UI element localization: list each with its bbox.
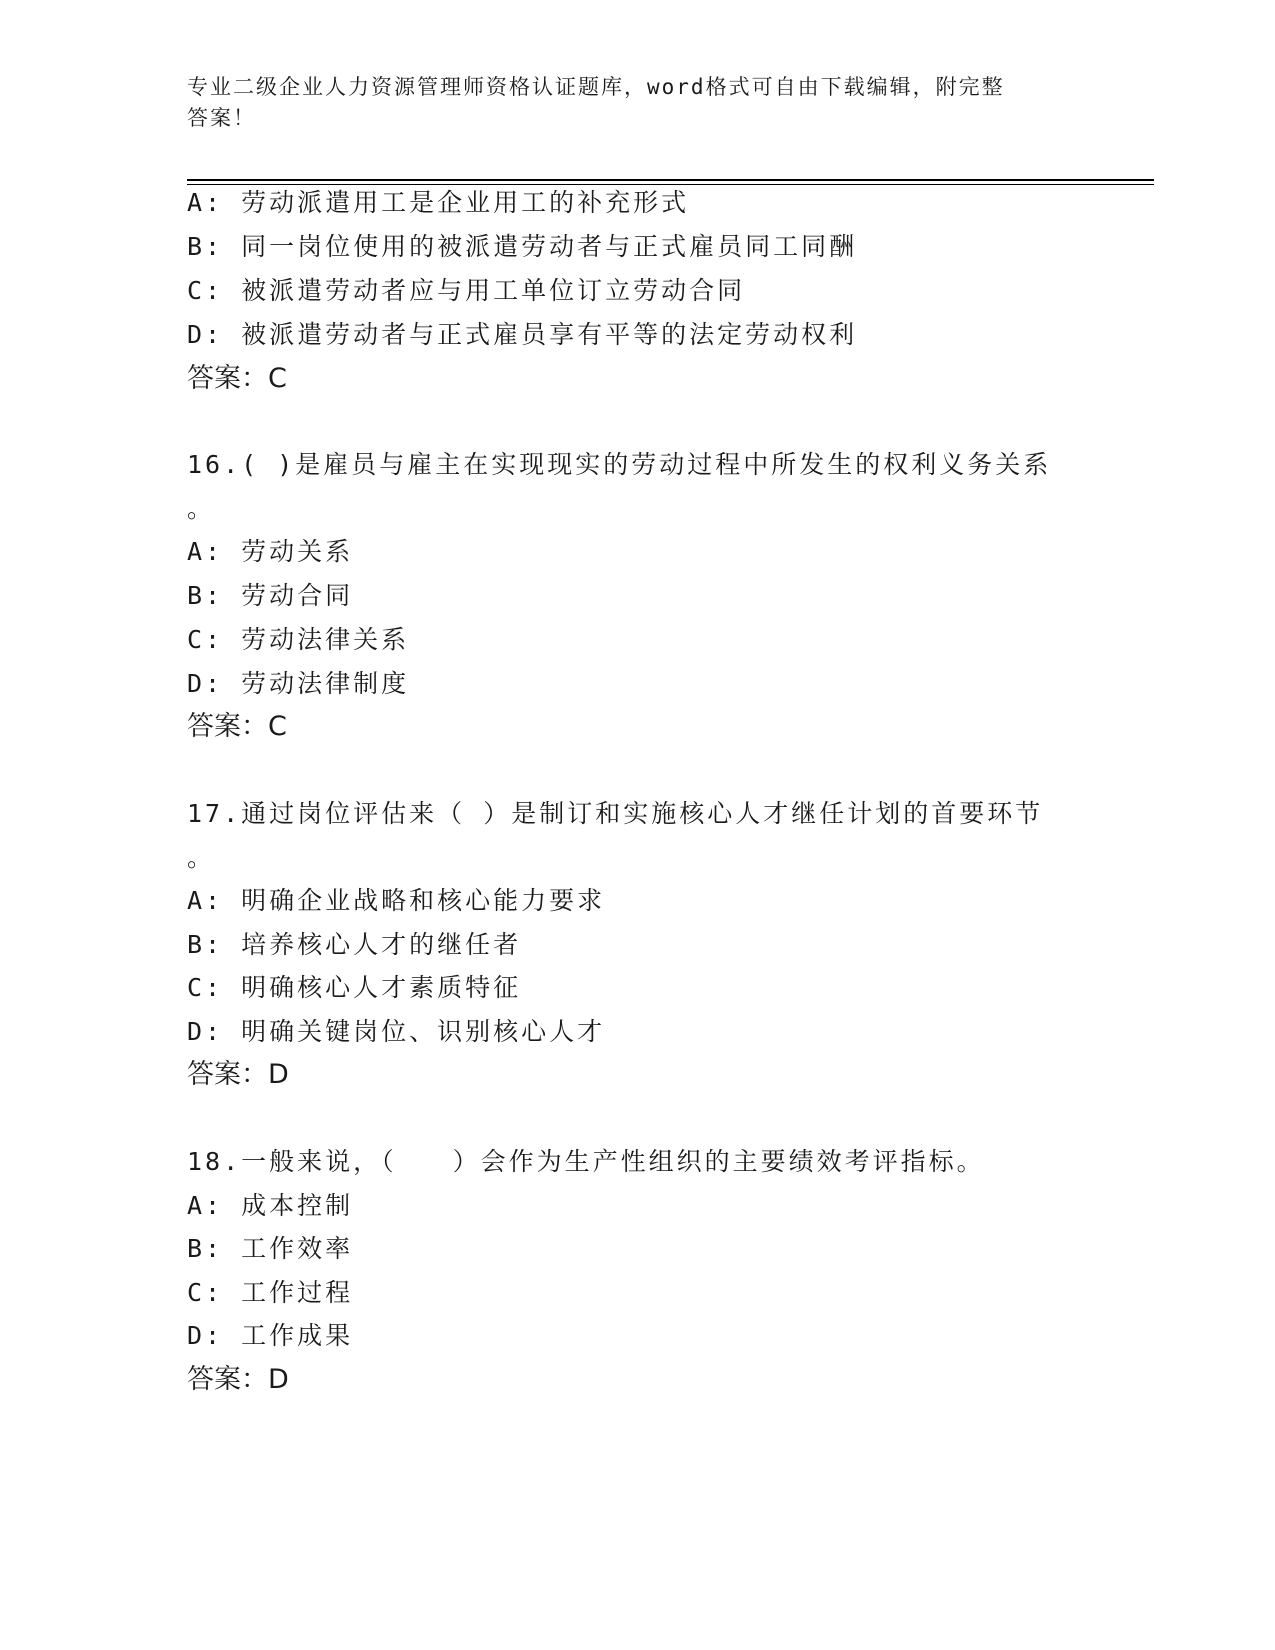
q18-answer: 答案：D: [187, 1364, 289, 1395]
q16-stem-end: 。: [187, 494, 216, 523]
q17-stem: 17.通过岗位评估来（ ）是制订和实施核心人才继任计划的首要环节: [187, 799, 1044, 828]
q15-option-b: B: 同一岗位使用的被派遣劳动者与正式雇员同工同酬: [187, 232, 858, 261]
q18-option-c: C: 工作过程: [187, 1278, 354, 1307]
q16-option-b: B: 劳动合同: [187, 581, 354, 610]
q17-option-c: C: 明确核心人才素质特征: [187, 973, 522, 1002]
q16-option-a: A: 劳动关系: [187, 537, 354, 566]
q15-option-c: C: 被派遣劳动者应与用工单位订立劳动合同: [187, 276, 746, 305]
q18-option-d: D: 工作成果: [187, 1321, 354, 1350]
q17-option-a: A: 明确企业战略和核心能力要求: [187, 886, 606, 915]
document-header: 专业二级企业人力资源管理师资格认证题库，word格式可自由下载编辑，附完整 答案！: [187, 75, 1005, 130]
q16-stem: 16.( )是雇员与雇主在实现现实的劳动过程中所发生的权利义务关系: [187, 450, 1052, 479]
q17-stem-end: 。: [187, 843, 216, 872]
q17-answer: 答案：D: [187, 1059, 289, 1090]
header-divider-thick: [187, 179, 1154, 181]
q16-answer: 答案：C: [187, 711, 287, 742]
q18-option-a: A: 成本控制: [187, 1191, 354, 1220]
q16-option-c: C: 劳动法律关系: [187, 625, 410, 654]
q16-option-d: D: 劳动法律制度: [187, 669, 410, 698]
q18-stem: 18.一般来说，（ ）会作为生产性组织的主要绩效考评指标。: [187, 1147, 985, 1176]
q17-option-b: B: 培养核心人才的继任者: [187, 930, 522, 959]
q18-option-b: B: 工作效率: [187, 1234, 354, 1263]
q15-option-a: A: 劳动派遣用工是企业用工的补充形式: [187, 188, 690, 217]
header-divider-thin: [187, 184, 1154, 185]
q17-option-d: D: 明确关键岗位、识别核心人才: [187, 1017, 606, 1046]
q15-answer: 答案：C: [187, 363, 287, 394]
q15-option-d: D: 被派遣劳动者与正式雇员享有平等的法定劳动权利: [187, 320, 858, 349]
